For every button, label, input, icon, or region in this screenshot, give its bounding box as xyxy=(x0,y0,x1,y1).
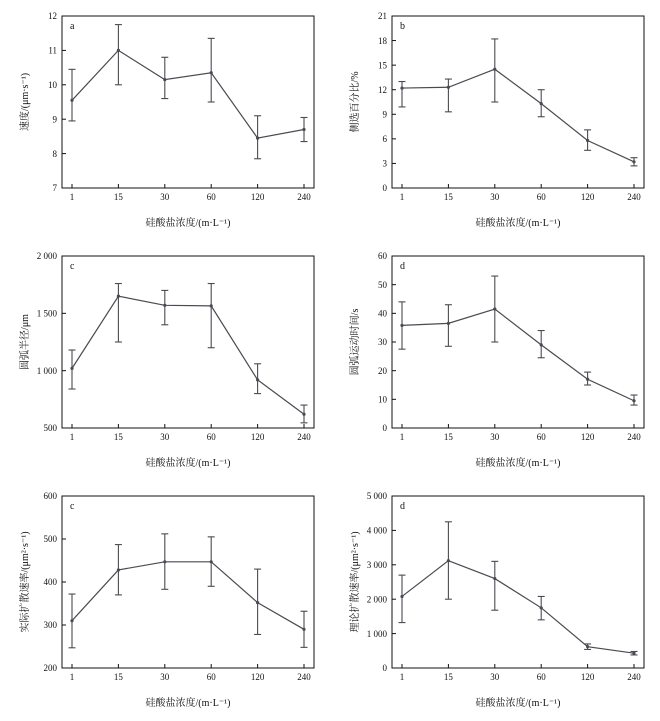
panel-letter: c xyxy=(70,261,75,272)
panel-cell-c2 xyxy=(0,480,330,720)
y-tick-label: 10 xyxy=(48,80,57,90)
y-tick-label: 50 xyxy=(378,279,387,290)
plot-frame xyxy=(392,496,644,668)
data-point xyxy=(540,343,543,346)
data-point xyxy=(540,606,543,609)
y-tick-label: 12 xyxy=(48,11,57,22)
x-axis-title: 硅酸盐浓度/(m·L⁻¹) xyxy=(145,218,231,229)
data-point xyxy=(493,577,496,580)
x-tick-label: 120 xyxy=(250,192,265,202)
y-tick-label: 18 xyxy=(378,35,387,46)
y-axis-title: 圆弧运动时间/s xyxy=(350,308,361,376)
y-tick-label: 300 xyxy=(43,620,57,631)
y-tick-label: 30 xyxy=(378,337,387,348)
x-tick-label: 120 xyxy=(250,672,265,682)
y-tick-label: 20 xyxy=(378,365,387,376)
data-point xyxy=(256,601,259,604)
y-tick-label: 400 xyxy=(43,577,57,588)
x-tick-label: 60 xyxy=(536,192,546,202)
x-tick-label: 240 xyxy=(627,192,641,202)
panel-letter: d xyxy=(400,501,405,512)
x-tick-label: 15 xyxy=(113,432,123,442)
y-tick-label: 2 000 xyxy=(366,594,387,605)
chart-svg-c xyxy=(0,480,330,720)
data-point xyxy=(256,378,259,381)
x-tick-label: 240 xyxy=(297,672,311,682)
y-tick-label: 10 xyxy=(378,394,387,405)
data-point xyxy=(117,49,120,52)
plot-frame xyxy=(392,16,644,188)
data-point xyxy=(163,78,166,81)
chart-panel-d xyxy=(330,240,660,480)
panel-letter: b xyxy=(400,21,405,32)
x-tick-label: 15 xyxy=(113,672,123,682)
y-tick-label: 3 000 xyxy=(366,560,387,570)
x-tick-label: 60 xyxy=(206,432,216,442)
data-point xyxy=(70,619,73,622)
y-tick-label: 40 xyxy=(378,308,387,319)
x-tick-label: 240 xyxy=(627,432,641,442)
x-tick-label: 15 xyxy=(443,672,453,682)
plot-frame xyxy=(392,256,644,428)
data-point xyxy=(447,559,450,562)
data-point xyxy=(632,399,635,402)
x-tick-label: 30 xyxy=(490,672,500,682)
x-tick-label: 1 xyxy=(399,672,405,682)
chart-panel-a xyxy=(0,0,330,240)
panel-cell-b xyxy=(330,0,660,240)
x-axis-title: 硅酸盐浓度/(m·L⁻¹) xyxy=(475,218,561,229)
data-point xyxy=(302,413,305,416)
panel-letter: c xyxy=(70,501,75,512)
plot-frame xyxy=(62,16,314,188)
panel-cell-a xyxy=(0,0,330,240)
x-tick-label: 1 xyxy=(69,672,75,682)
y-tick-label: 1 000 xyxy=(366,628,387,639)
data-point xyxy=(256,137,259,140)
series-line xyxy=(402,561,634,654)
plot-frame xyxy=(62,496,314,668)
y-tick-label: 0 xyxy=(382,663,387,674)
chart-svg-d xyxy=(330,480,660,720)
x-tick-label: 240 xyxy=(627,672,641,682)
y-tick-label: 3 xyxy=(382,158,387,169)
x-axis-title: 硅酸盐浓度/(m·L⁻¹) xyxy=(475,698,561,709)
x-tick-label: 120 xyxy=(250,432,265,442)
chart-svg-c xyxy=(0,240,330,480)
data-point xyxy=(586,378,589,381)
y-tick-label: 9 xyxy=(382,109,387,120)
data-point xyxy=(632,652,635,655)
data-point xyxy=(586,139,589,142)
x-tick-label: 1 xyxy=(69,192,75,202)
data-point xyxy=(447,322,450,325)
panel-letter: d xyxy=(400,261,405,272)
y-tick-label: 4 000 xyxy=(366,525,387,536)
data-point xyxy=(210,560,213,563)
chart-panel-c xyxy=(0,240,330,480)
y-axis-title: 理论扩散速率/(μm²·s⁻¹) xyxy=(350,531,361,633)
chart-panel-c2 xyxy=(0,480,330,720)
x-axis-title: 硅酸盐浓度/(m·L⁻¹) xyxy=(475,458,561,469)
y-tick-label: 1 500 xyxy=(36,308,57,319)
y-tick-label: 0 xyxy=(382,183,387,194)
y-tick-label: 2 000 xyxy=(36,251,57,262)
y-tick-label: 0 xyxy=(382,423,387,434)
y-tick-label: 8 xyxy=(52,148,57,159)
x-tick-label: 1 xyxy=(399,432,405,442)
x-tick-label: 60 xyxy=(536,432,546,442)
x-axis-title: 硅酸盐浓度/(m·L⁻¹) xyxy=(145,698,231,709)
data-point xyxy=(400,324,403,327)
data-point xyxy=(210,304,213,307)
x-tick-label: 60 xyxy=(206,672,216,682)
x-tick-label: 30 xyxy=(160,672,170,682)
x-tick-label: 30 xyxy=(160,432,170,442)
x-tick-label: 60 xyxy=(536,672,546,682)
panel-letter: a xyxy=(70,21,75,32)
chart-svg-a xyxy=(0,0,330,240)
y-tick-label: 12 xyxy=(378,84,387,95)
y-tick-label: 500 xyxy=(43,423,57,434)
y-tick-label: 6 xyxy=(382,134,387,145)
x-tick-label: 30 xyxy=(490,192,500,202)
y-tick-label: 500 xyxy=(43,534,57,545)
y-axis-title: 速度/(μm·s⁻¹) xyxy=(20,72,31,132)
panel-cell-d xyxy=(330,240,660,480)
data-point xyxy=(117,295,120,298)
series-line xyxy=(402,309,634,401)
y-tick-label: 21 xyxy=(378,11,387,22)
chart-panel-b xyxy=(330,0,660,240)
data-point xyxy=(163,560,166,563)
y-tick-label: 11 xyxy=(48,45,57,56)
y-axis-title: 实际扩散速率/(μm²·s⁻¹) xyxy=(20,531,31,633)
y-tick-label: 200 xyxy=(43,663,57,674)
x-axis-title: 硅酸盐浓度/(m·L⁻¹) xyxy=(145,458,231,469)
y-tick-label: 600 xyxy=(43,491,57,502)
data-point xyxy=(210,71,213,74)
data-point xyxy=(540,102,543,105)
y-tick-label: 60 xyxy=(378,251,387,262)
x-tick-label: 60 xyxy=(206,192,216,202)
data-point xyxy=(400,86,403,89)
series-line xyxy=(72,50,304,138)
x-tick-label: 1 xyxy=(69,432,75,442)
x-tick-label: 120 xyxy=(580,432,595,442)
x-tick-label: 15 xyxy=(113,192,123,202)
x-tick-label: 30 xyxy=(160,192,170,202)
data-point xyxy=(302,628,305,631)
data-point xyxy=(70,367,73,370)
x-tick-label: 120 xyxy=(580,192,595,202)
series-line xyxy=(402,69,634,162)
y-tick-label: 1 000 xyxy=(36,365,57,376)
x-tick-label: 240 xyxy=(297,432,311,442)
x-tick-label: 15 xyxy=(443,192,453,202)
chart-svg-b xyxy=(330,0,660,240)
x-tick-label: 240 xyxy=(297,192,311,202)
series-line xyxy=(72,562,304,630)
y-tick-label: 5 000 xyxy=(366,491,387,502)
x-tick-label: 1 xyxy=(399,192,405,202)
data-point xyxy=(117,568,120,571)
data-point xyxy=(447,86,450,89)
data-point xyxy=(302,128,305,131)
y-tick-label: 7 xyxy=(52,183,57,194)
data-point xyxy=(70,99,73,102)
chart-panel-d2 xyxy=(330,480,660,720)
series-line xyxy=(72,296,304,414)
panel-cell-d2 xyxy=(330,480,660,720)
data-point xyxy=(400,595,403,598)
x-tick-label: 30 xyxy=(490,432,500,442)
data-point xyxy=(632,160,635,163)
y-axis-title: 侧选百分比/% xyxy=(350,71,361,133)
y-tick-label: 15 xyxy=(378,60,387,71)
x-tick-label: 15 xyxy=(443,432,453,442)
panel-cell-c xyxy=(0,240,330,480)
y-axis-title: 圆弧半径/μm xyxy=(20,314,31,370)
chart-svg-d xyxy=(330,240,660,480)
data-point xyxy=(493,307,496,310)
data-point xyxy=(586,645,589,648)
x-tick-label: 120 xyxy=(580,672,595,682)
data-point xyxy=(493,68,496,71)
plot-frame xyxy=(62,256,314,428)
data-point xyxy=(163,304,166,307)
y-tick-label: 9 xyxy=(52,114,57,125)
